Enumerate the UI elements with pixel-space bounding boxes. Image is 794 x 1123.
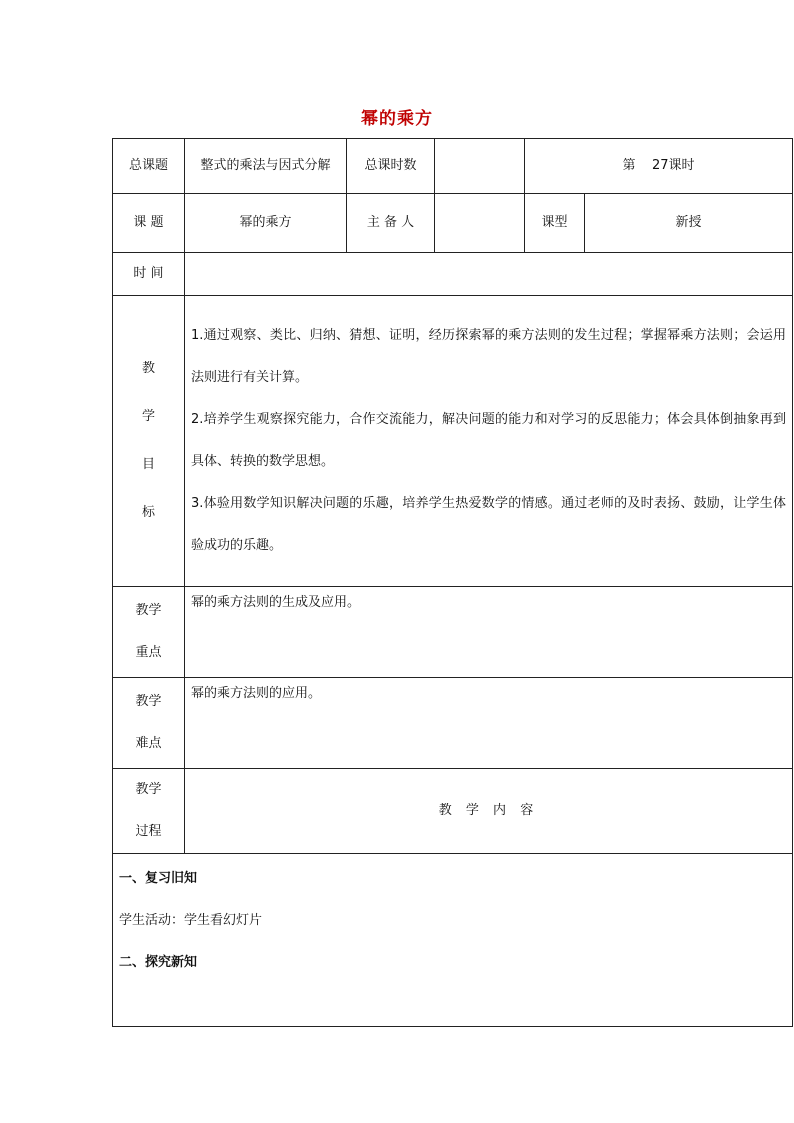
- process-header-row: [113, 769, 793, 854]
- section-explore-heading: 二、探究新知: [119, 955, 198, 970]
- goal-item-1: 1.通过观察、类比、归纳、猜想、证明，经历探索幂的乘方法则的发生过程；掌握幂乘方法则；会运用法则进行有关计算。: [191, 328, 787, 385]
- page-title: 幂的乘方: [361, 109, 433, 129]
- key-points-text: 幂的乘方法则的生成及应用。: [185, 587, 793, 678]
- goals-label-char: 教: [141, 361, 155, 376]
- total-hours-label: 总课时数: [347, 139, 435, 194]
- author-value: [435, 194, 525, 253]
- header-row-subject: [113, 194, 793, 253]
- subject-label: 课 题: [113, 194, 185, 253]
- key-points-row: [113, 587, 793, 678]
- author-label: 主 备 人: [347, 194, 435, 253]
- difficulties-text: 幂的乘方法则的应用。: [185, 678, 793, 769]
- goals-label-char: 学: [141, 409, 155, 424]
- process-label-line: 教学: [135, 782, 162, 797]
- goals-label-char: 标: [141, 505, 155, 520]
- topic-value: 整式的乘法与因式分解: [185, 139, 347, 194]
- lesson-prefix: 第: [622, 157, 636, 173]
- process-label-line: 过程: [135, 824, 162, 839]
- goals-row: [113, 296, 793, 587]
- time-label: 时 间: [113, 253, 185, 296]
- key-points-label-line: 重点: [135, 645, 162, 660]
- subject-value: 幂的乘方: [185, 194, 347, 253]
- difficulties-label: [113, 678, 185, 769]
- header-row-topic: [113, 139, 793, 194]
- key-points-label: [113, 587, 185, 678]
- lesson-plan-table: [112, 138, 793, 1027]
- total-hours-value: [435, 139, 525, 194]
- process-label: [113, 769, 185, 854]
- section-review-activity: 学生活动：学生看幻灯片: [119, 913, 263, 928]
- type-value: 新授: [585, 194, 793, 253]
- process-body-row: [113, 854, 793, 1027]
- lesson-suffix: 课时: [668, 157, 695, 173]
- goals-label-char: 目: [141, 457, 155, 472]
- goal-item-3: 3.体验用数学知识解决问题的乐趣，培养学生热爱数学的情感。通过老师的及时表扬、鼓励，让学生体验成功的乐趣。: [191, 496, 787, 553]
- difficulties-label-line: 教学: [135, 694, 162, 709]
- lesson-number: 27: [652, 157, 669, 173]
- section-review-heading: 一、复习旧知: [119, 871, 198, 886]
- type-label: 课型: [525, 194, 585, 253]
- difficulties-row: [113, 678, 793, 769]
- goals-label: [113, 296, 185, 587]
- process-body: [113, 854, 793, 1027]
- content-heading: 教 学 内 容: [185, 769, 793, 854]
- time-value: [185, 253, 793, 296]
- goals-content: [185, 296, 793, 587]
- key-points-label-line: 教学: [135, 603, 162, 618]
- difficulties-label-line: 难点: [135, 736, 162, 751]
- goal-item-2: 2.培养学生观察探究能力，合作交流能力，解决问题的能力和对学习的反思能力；体会具体倒抽象再到具体、转换的数学思想。: [191, 412, 787, 469]
- time-row: [113, 253, 793, 296]
- lesson-number-cell: [525, 139, 793, 194]
- topic-label: 总课题: [113, 139, 185, 194]
